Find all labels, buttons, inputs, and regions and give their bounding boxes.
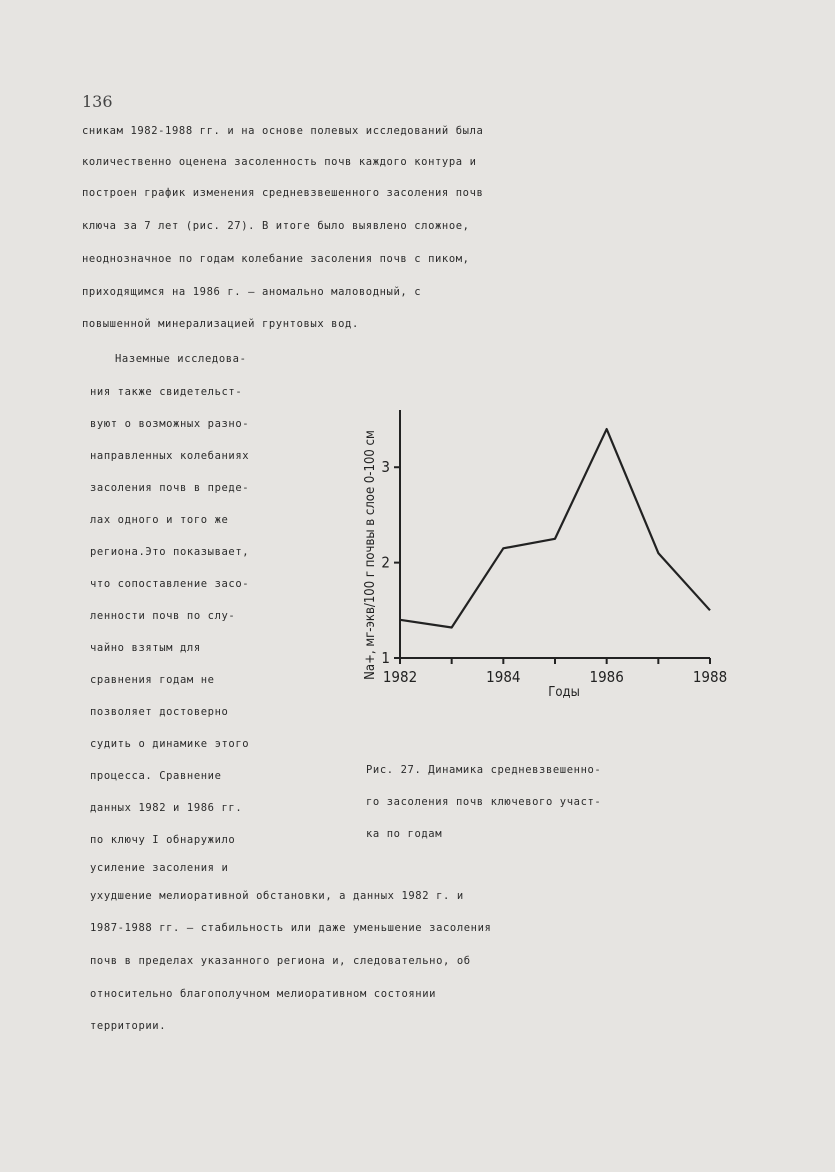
text-line: региона.Это показывает, <box>90 546 250 558</box>
line-chart <box>360 400 740 710</box>
text-line: лах одного и того же <box>90 514 229 526</box>
x-tick-label: 1988 <box>692 668 728 686</box>
caption-line: го засоления почв ключевого участ- <box>366 796 602 808</box>
text-line: территории. <box>90 1020 167 1032</box>
text-line: почв в пределах указанного региона и, следовательно, об <box>90 955 471 967</box>
text-line: направленных колебаниях <box>90 450 250 462</box>
x-tick-label: 1984 <box>486 668 521 686</box>
text-line: ключа за 7 лет (рис. 27). В итоге было выявлено сложное, <box>82 220 470 232</box>
text-line: неоднозначное по годам колебание засоления почв с пиком, <box>82 253 470 265</box>
text-line: судить о динамике этого <box>90 738 250 750</box>
text-line: сникам 1982-1988 гг. и на основе полевых исследований была <box>82 125 484 137</box>
text-line: ленности почв по слу- <box>90 610 236 622</box>
series-line <box>400 429 710 627</box>
text-line: позволяет достоверно <box>90 706 229 718</box>
y-axis-label: Na+, мг-экв/100 г почвы в слое 0-100 см <box>363 430 378 680</box>
x-tick-label: 1982 <box>382 668 418 686</box>
text-line: количественно оценена засоленность почв каждого контура и <box>82 156 477 168</box>
text-line-left: данных 1982 и 1986 гг. <box>90 802 243 814</box>
text-line: Наземные исследова- <box>115 353 247 365</box>
text-line: вуют о возможных разно- <box>90 418 250 430</box>
text-line: ухудшение мелиоративной обстановки, а данных 1982 г. и <box>90 890 464 902</box>
y-tick-label: 3 <box>381 458 390 477</box>
x-axis-label: Годы <box>548 685 580 700</box>
text-line: 1987-1988 гг. – стабильность или даже уменьшение засоления <box>90 922 492 934</box>
y-tick-label: 2 <box>381 553 390 572</box>
page-number: 136 <box>82 92 113 111</box>
axes <box>400 410 710 658</box>
text-line: приходящимся на 1986 г. – аномально маловодный, с <box>82 286 422 298</box>
text-line: относительно благополучном мелиоративном состоянии <box>90 988 437 1000</box>
caption-line: Рис. 27. Динамика средневзвешенно- <box>366 764 602 776</box>
text-line: сравнения годам не <box>90 674 215 686</box>
text-line-left: процесса. Сравнение <box>90 770 222 782</box>
y-tick-label: 1 <box>381 649 390 667</box>
text-line-left: усиление засоления и <box>90 862 229 874</box>
text-line: ния также свидетельст- <box>90 386 243 398</box>
text-line: построен график изменения средневзвешенного засоления почв <box>82 187 484 199</box>
text-line: засоления почв в преде- <box>90 482 250 494</box>
text-line: повышенной минерализацией грунтовых вод. <box>82 318 359 330</box>
text-line: чайно взятым для <box>90 642 201 654</box>
text-line-left: по ключу I обнаружило <box>90 834 236 846</box>
caption-line: ка по годам <box>366 828 443 840</box>
text-line: что сопоставление засо- <box>90 578 250 590</box>
x-tick-label: 1986 <box>589 668 624 686</box>
